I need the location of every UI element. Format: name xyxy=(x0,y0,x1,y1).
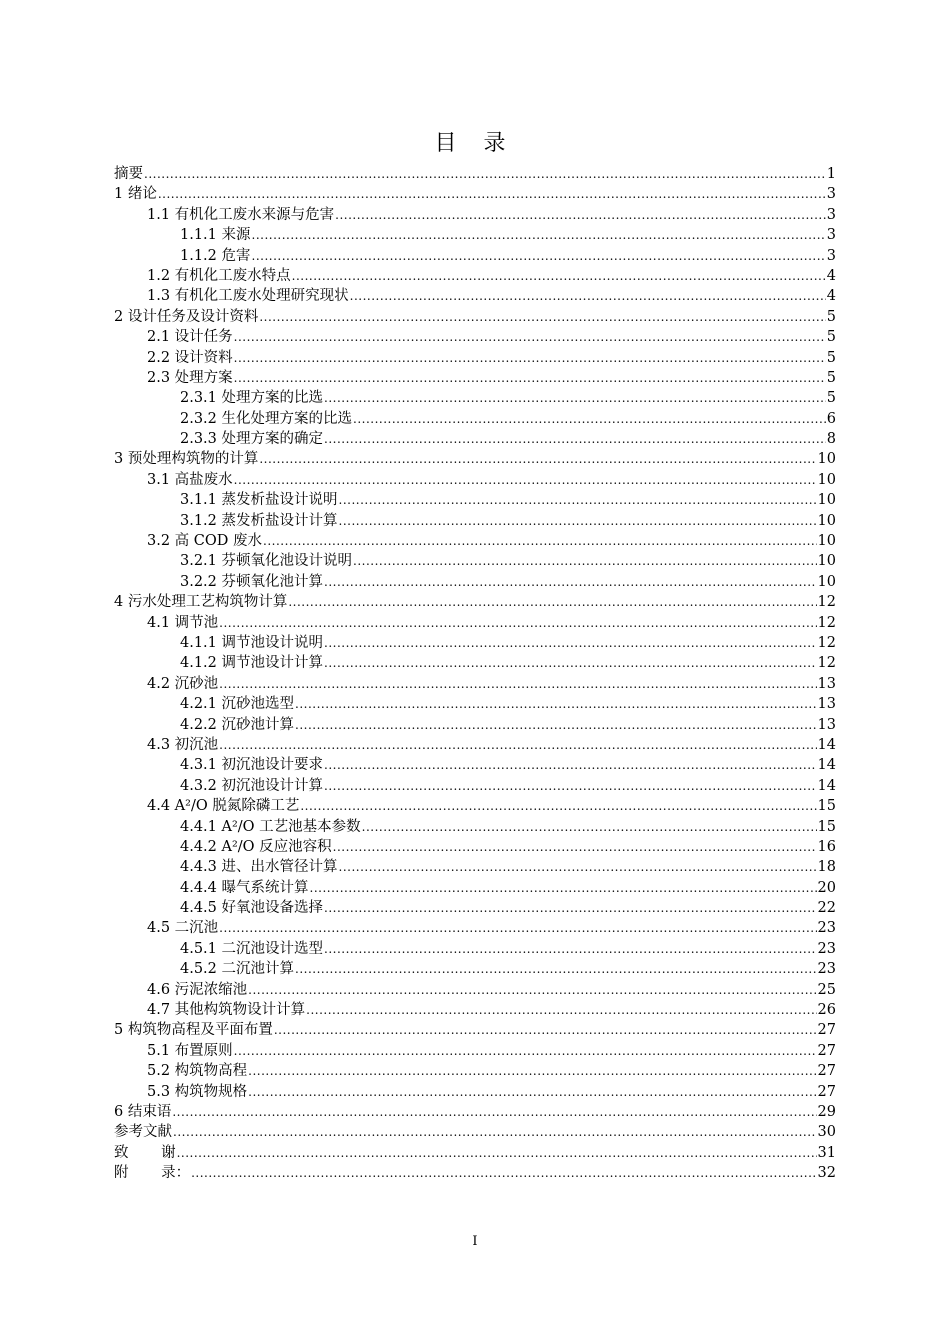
toc-entry-page-number: 4 xyxy=(826,267,836,284)
toc-dot-leader xyxy=(191,1163,816,1183)
toc-entry-label: 2.3.1 处理方案的比选 xyxy=(180,390,324,407)
toc-dot-leader xyxy=(219,613,816,633)
toc-entry[interactable] xyxy=(114,837,836,857)
toc-entry-page-number: 12 xyxy=(817,655,836,672)
toc-entry[interactable] xyxy=(114,470,836,490)
toc-entry-label: 1.1.2 危害 xyxy=(180,247,251,264)
toc-entry-label: 6 结束语 xyxy=(114,1103,172,1120)
page-number-footer: I xyxy=(472,1234,478,1249)
toc-entry-page-number: 3 xyxy=(826,186,836,203)
toc-entry-page-number: 3 xyxy=(826,227,836,244)
toc-entry-page-number: 27 xyxy=(817,1042,836,1059)
toc-entry-page-number: 10 xyxy=(817,553,836,570)
toc-entry-label: 4.5 二沉池 xyxy=(147,920,219,937)
toc-dot-leader xyxy=(259,449,816,469)
toc-dot-leader xyxy=(292,266,826,286)
toc-entry-page-number: 13 xyxy=(817,696,836,713)
toc-dot-leader xyxy=(295,959,817,979)
toc-dot-leader xyxy=(310,878,817,898)
toc-dot-leader xyxy=(219,674,816,694)
toc-entry-page-number: 22 xyxy=(817,900,836,917)
toc-entry[interactable] xyxy=(114,1061,836,1081)
toc-entry-label: 4.4 A²/O 脱氮除磷工艺 xyxy=(147,798,300,815)
toc-entry-page-number: 3 xyxy=(826,206,836,223)
toc-dot-leader xyxy=(234,1041,817,1061)
toc-entry[interactable] xyxy=(114,1000,836,1020)
toc-entry[interactable] xyxy=(114,980,836,1000)
toc-entry-label: 3.2 高 COD 废水 xyxy=(147,533,262,550)
toc-dot-leader xyxy=(333,837,817,857)
toc-entry[interactable] xyxy=(114,817,836,837)
toc-dot-leader xyxy=(274,1020,817,1040)
toc-dot-leader xyxy=(353,551,817,571)
toc-dot-leader xyxy=(324,429,826,449)
toc-entry[interactable] xyxy=(114,1163,836,1183)
toc-entry-page-number: 5 xyxy=(826,329,836,346)
toc-entry-label: 3.1.2 蒸发析盐设计计算 xyxy=(180,512,338,529)
toc-dot-leader xyxy=(248,980,816,1000)
toc-entry-label: 4.5.2 二沉池计算 xyxy=(180,961,295,978)
toc-entry[interactable] xyxy=(114,286,836,306)
toc-entry-page-number: 31 xyxy=(817,1144,836,1161)
toc-entry-label: 5.2 构筑物高程 xyxy=(147,1063,248,1080)
toc-entry-label: 2.3 处理方案 xyxy=(147,369,233,386)
toc-entry-page-number: 12 xyxy=(817,634,836,651)
toc-entry-label: 致 谢 xyxy=(114,1144,176,1161)
toc-entry-page-number: 4 xyxy=(826,288,836,305)
toc-dot-leader xyxy=(339,511,817,531)
toc-entry[interactable] xyxy=(114,164,836,184)
toc-entry-label: 1.1 有机化工废水来源与危害 xyxy=(147,206,335,223)
toc-entry[interactable] xyxy=(114,694,836,714)
toc-entry[interactable] xyxy=(114,531,836,551)
toc-entry-label: 4.1.2 调节池设计计算 xyxy=(180,655,324,672)
toc-entry[interactable] xyxy=(114,918,836,938)
toc-entry-label: 2.2 设计资料 xyxy=(147,349,233,366)
toc-entry-label: 4.3 初沉池 xyxy=(147,736,219,753)
toc-entry[interactable] xyxy=(114,551,836,571)
toc-entry[interactable] xyxy=(114,449,836,469)
toc-entry-label: 2.1 设计任务 xyxy=(147,329,233,346)
toc-entry-label: 4.1 调节池 xyxy=(147,614,219,631)
toc-entry[interactable] xyxy=(114,246,836,266)
toc-entry-page-number: 20 xyxy=(817,879,836,896)
toc-dot-leader xyxy=(362,817,817,837)
toc-dot-leader xyxy=(324,653,817,673)
toc-entry-label: 4.6 污泥浓缩池 xyxy=(147,981,248,998)
toc-entry[interactable] xyxy=(114,1122,836,1142)
toc-dot-leader xyxy=(173,1122,817,1142)
toc-entry-page-number: 27 xyxy=(817,1083,836,1100)
toc-entry-label: 4.4.2 A²/O 反应池容积 xyxy=(180,838,332,855)
toc-entry-label: 3 预处理构筑物的计算 xyxy=(114,451,259,468)
toc-dot-leader xyxy=(324,776,817,796)
toc-entry-page-number: 10 xyxy=(817,492,836,509)
toc-entry-page-number: 10 xyxy=(817,512,836,529)
toc-entry[interactable] xyxy=(114,225,836,245)
toc-dot-leader xyxy=(177,1143,817,1163)
toc-dot-leader xyxy=(252,246,826,266)
toc-entry-page-number: 13 xyxy=(817,716,836,733)
toc-entry-page-number: 12 xyxy=(817,614,836,631)
toc-entry-page-number: 27 xyxy=(817,1063,836,1080)
toc-entry-page-number: 14 xyxy=(817,757,836,774)
toc-dot-leader xyxy=(259,307,825,327)
toc-entry-label: 参考文献 xyxy=(114,1124,172,1141)
toc-dot-leader xyxy=(234,348,826,368)
toc-entry-page-number: 27 xyxy=(817,1022,836,1039)
toc-entry-label: 2 设计任务及设计资料 xyxy=(114,308,259,325)
toc-dot-leader xyxy=(324,388,826,408)
toc-entry[interactable] xyxy=(114,898,836,918)
toc-entry-page-number: 23 xyxy=(817,961,836,978)
toc-entry[interactable] xyxy=(114,857,836,877)
toc-entry-label: 4 污水处理工艺构筑物计算 xyxy=(114,594,288,611)
toc-dot-leader xyxy=(295,694,817,714)
toc-entry-page-number: 1 xyxy=(826,166,836,182)
toc-dot-leader xyxy=(252,225,826,245)
toc-entry-label: 摘要 xyxy=(114,166,143,182)
toc-entry-label: 3.1 高盐废水 xyxy=(147,471,233,488)
toc-entry[interactable] xyxy=(114,796,836,816)
toc-entry-label: 3.2.2 芬顿氧化池计算 xyxy=(180,573,324,590)
toc-entry[interactable] xyxy=(114,429,836,449)
toc-entry[interactable] xyxy=(114,205,836,225)
toc-dot-leader xyxy=(288,592,816,612)
toc-entry-page-number: 5 xyxy=(826,349,836,366)
toc-entry[interactable] xyxy=(114,959,836,979)
toc-entry[interactable] xyxy=(114,368,836,388)
toc-dot-leader xyxy=(172,1102,816,1122)
toc-entry-page-number: 13 xyxy=(817,675,836,692)
toc-entry-label: 5 构筑物高程及平面布置 xyxy=(114,1022,273,1039)
toc-entry-page-number: 15 xyxy=(817,798,836,815)
toc-entry[interactable] xyxy=(114,633,836,653)
toc-entry[interactable] xyxy=(114,327,836,347)
toc-entry-label: 4.4.5 好氧池设备选择 xyxy=(180,900,324,917)
toc-entry-page-number: 23 xyxy=(817,920,836,937)
toc-dot-leader xyxy=(324,939,817,959)
toc-entry[interactable] xyxy=(114,266,836,286)
toc-entry-label: 4.4.3 进、出水管径计算 xyxy=(180,859,338,876)
toc-entry[interactable] xyxy=(114,878,836,898)
toc-entry-label: 3.1.1 蒸发析盐设计说明 xyxy=(180,492,338,509)
toc-entry-page-number: 5 xyxy=(826,390,836,407)
toc-entry-page-number: 10 xyxy=(817,533,836,550)
toc-dot-leader xyxy=(219,735,816,755)
toc-entry[interactable] xyxy=(114,1041,836,1061)
toc-entry-label: 4.3.1 初沉池设计要求 xyxy=(180,757,324,774)
table-of-contents xyxy=(114,164,836,1184)
toc-entry-page-number: 30 xyxy=(817,1124,836,1141)
toc-entry[interactable] xyxy=(114,653,836,673)
toc-entry[interactable] xyxy=(114,776,836,796)
toc-entry-label: 4.3.2 初沉池设计计算 xyxy=(180,777,324,794)
toc-entry-page-number: 26 xyxy=(817,1002,836,1019)
toc-entry-label: 1.1.1 来源 xyxy=(180,227,251,244)
toc-entry-page-number: 14 xyxy=(817,736,836,753)
toc-dot-leader xyxy=(158,184,826,204)
toc-entry-label: 4.1.1 调节池设计说明 xyxy=(180,634,324,651)
toc-entry-page-number: 10 xyxy=(817,573,836,590)
toc-entry-label: 5.3 构筑物规格 xyxy=(147,1083,248,1100)
toc-dot-leader xyxy=(335,205,826,225)
toc-entry[interactable] xyxy=(114,409,836,429)
toc-entry-label: 4.2 沉砂池 xyxy=(147,675,219,692)
toc-entry[interactable] xyxy=(114,755,836,775)
toc-entry-label: 2.3.2 生化处理方案的比选 xyxy=(180,410,353,427)
toc-dot-leader xyxy=(324,898,817,918)
toc-entry-label: 4.2.1 沉砂池选型 xyxy=(180,696,295,713)
toc-entry-page-number: 32 xyxy=(817,1165,836,1182)
toc-entry[interactable] xyxy=(114,572,836,592)
toc-dot-leader xyxy=(306,1000,816,1020)
toc-entry[interactable] xyxy=(114,348,836,368)
toc-entry-page-number: 12 xyxy=(817,594,836,611)
toc-entry-label: 附 录： xyxy=(114,1165,191,1182)
toc-entry[interactable] xyxy=(114,388,836,408)
toc-entry-page-number: 10 xyxy=(817,471,836,488)
toc-entry-label: 2.3.3 处理方案的确定 xyxy=(180,431,324,448)
toc-dot-leader xyxy=(353,409,826,429)
toc-dot-leader xyxy=(144,164,826,184)
toc-entry-page-number: 5 xyxy=(826,369,836,386)
toc-entry[interactable] xyxy=(114,674,836,694)
toc-entry[interactable] xyxy=(114,939,836,959)
toc-entry-page-number: 16 xyxy=(817,838,836,855)
toc-entry-label: 4.7 其他构筑物设计计算 xyxy=(147,1002,306,1019)
toc-entry[interactable] xyxy=(114,511,836,531)
toc-entry-label: 4.2.2 沉砂池计算 xyxy=(180,716,295,733)
document-title: 目 录 xyxy=(434,131,516,156)
toc-entry-label: 3.2.1 芬顿氧化池设计说明 xyxy=(180,553,353,570)
toc-entry-page-number: 18 xyxy=(817,859,836,876)
toc-entry[interactable] xyxy=(114,490,836,510)
toc-dot-leader xyxy=(234,327,826,347)
toc-entry[interactable] xyxy=(114,1143,836,1163)
toc-entry-label: 1 绪论 xyxy=(114,186,157,203)
toc-dot-leader xyxy=(234,368,826,388)
toc-dot-leader xyxy=(248,1082,816,1102)
toc-entry-page-number: 5 xyxy=(826,308,836,325)
toc-entry-page-number: 14 xyxy=(817,777,836,794)
toc-entry[interactable] xyxy=(114,613,836,633)
toc-dot-leader xyxy=(234,470,817,490)
toc-entry[interactable] xyxy=(114,735,836,755)
toc-entry-page-number: 8 xyxy=(826,431,836,448)
toc-entry-label: 5.1 布置原则 xyxy=(147,1042,233,1059)
toc-entry-page-number: 10 xyxy=(817,451,836,468)
toc-entry-page-number: 29 xyxy=(817,1103,836,1120)
toc-entry-page-number: 15 xyxy=(817,818,836,835)
toc-entry-label: 1.2 有机化工废水特点 xyxy=(147,267,291,284)
toc-dot-leader xyxy=(248,1061,816,1081)
toc-entry[interactable] xyxy=(114,592,836,612)
toc-entry-page-number: 3 xyxy=(826,247,836,264)
toc-dot-leader xyxy=(263,531,817,551)
toc-entry[interactable] xyxy=(114,184,836,204)
toc-entry[interactable] xyxy=(114,1082,836,1102)
toc-entry[interactable] xyxy=(114,715,836,735)
toc-entry-label: 4.5.1 二沉池设计选型 xyxy=(180,940,324,957)
toc-dot-leader xyxy=(350,286,826,306)
toc-entry[interactable] xyxy=(114,307,836,327)
toc-dot-leader xyxy=(300,796,816,816)
toc-dot-leader xyxy=(295,715,817,735)
toc-entry-page-number: 25 xyxy=(817,981,836,998)
toc-entry-page-number: 23 xyxy=(817,940,836,957)
toc-dot-leader xyxy=(324,572,817,592)
toc-dot-leader xyxy=(219,918,816,938)
toc-dot-leader xyxy=(339,857,817,877)
toc-entry-label: 1.3 有机化工废水处理研究现状 xyxy=(147,288,349,305)
toc-dot-leader xyxy=(324,633,817,653)
toc-entry[interactable] xyxy=(114,1102,836,1122)
toc-entry-label: 4.4.1 A²/O 工艺池基本参数 xyxy=(180,818,361,835)
toc-dot-leader xyxy=(339,490,817,510)
toc-entry-page-number: 6 xyxy=(826,410,836,427)
toc-entry[interactable] xyxy=(114,1020,836,1040)
toc-entry-label: 4.4.4 曝气系统计算 xyxy=(180,879,309,896)
toc-dot-leader xyxy=(324,755,817,775)
